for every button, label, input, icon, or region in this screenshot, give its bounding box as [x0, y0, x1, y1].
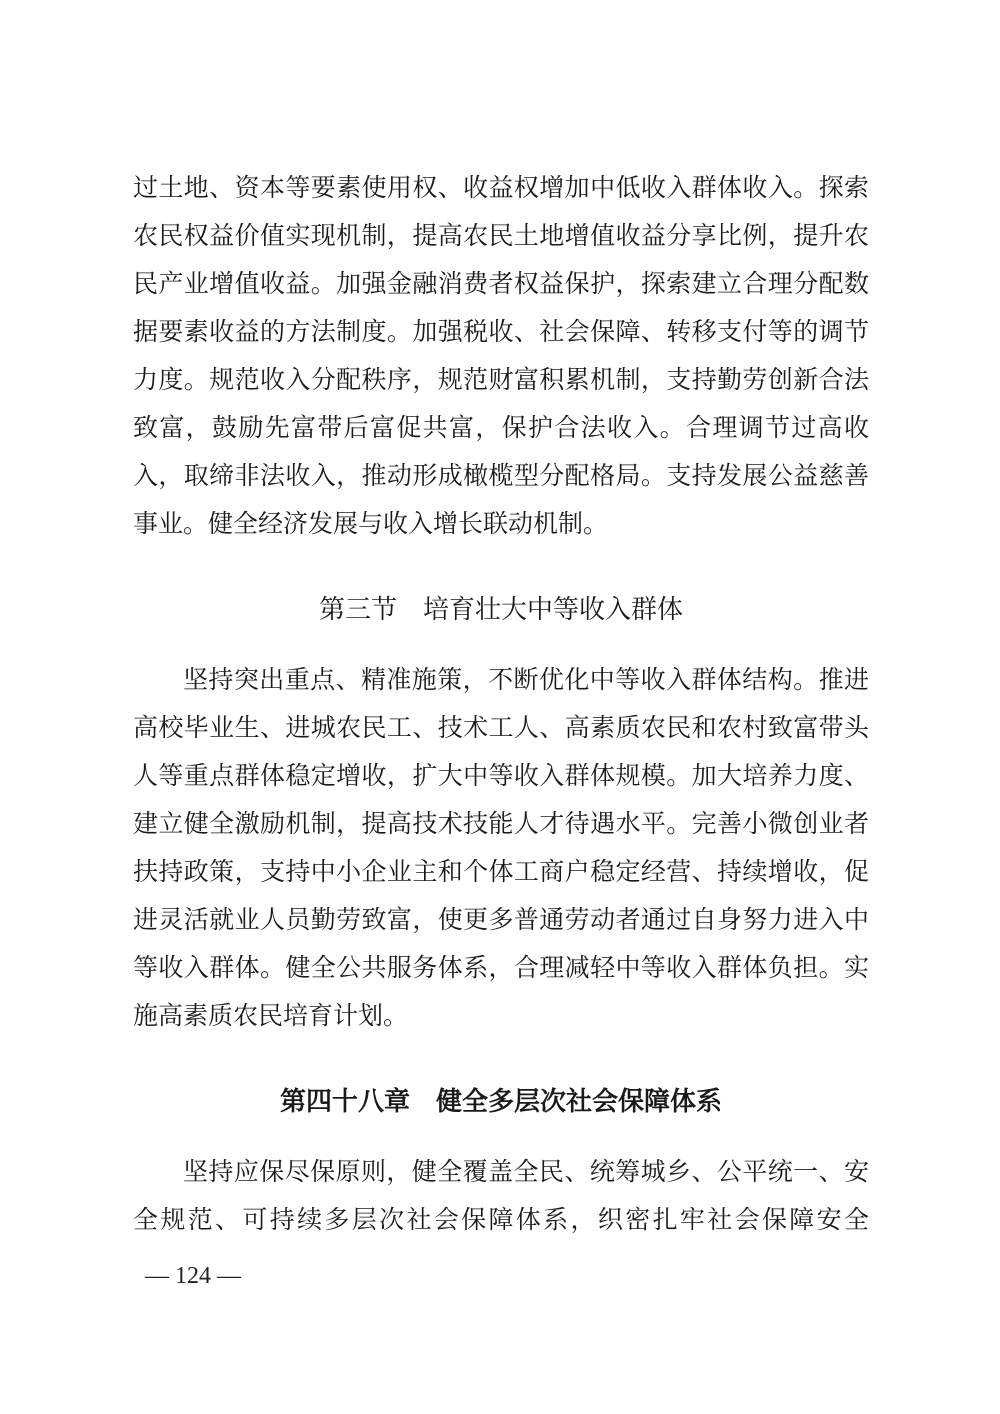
page-number: — 124 —: [145, 1263, 241, 1289]
body-paragraph: 坚持突出重点、精准施策，不断优化中等收入群体结构。推进高校毕业生、进城农民工、技术工人、高素质农民和农村致富带头人等重点群体稳定增收，扩大中等收入群体规模。加大培养力度、建立健全激励机制，提高技术技能人才待遇水平。完善小微创业者扶持政策，支持中小企业主和个体工商户稳定经营、持续增收，促进灵活就业人员勤劳致富，使更多普通劳动者通过自身努力进入中等收入群体。健全公共服务体系，合理减轻中等收入群体负担。实施高素质农民培育计划。: [133, 665, 869, 1030]
section-heading: 第三节 培育壮大中等收入群体: [318, 595, 683, 625]
body-paragraph: 坚持应保尽保原则，健全覆盖全民、统筹城乡、公平统一、安全规范、可持续多层次社会保障体系，织密扎牢社会保障安全: [133, 1157, 869, 1234]
chapter-heading: 第四十八章 健全多层次社会保障体系: [279, 1087, 722, 1117]
body-paragraph: 过土地、资本等要素使用权、收益权增加中低收入群体收入。探索农民权益价值实现机制，提高农民土地增值收益分享比例，提升农民产业增值收益。加强金融消费者权益保护，探索建立合理分配数据要素收益的方法制度。加强税收、社会保障、转移支付等的调节力度。规范收入分配秩序，规范财富积累机制，支持勤劳创新合法致富，鼓励先富带后富促共富，保护合法收入。合理调节过高收入，取缔非法收入，推动形成橄榄型分配格局。支持发展公益慈善事业。健全经济发展与收入增长联动机制。: [133, 173, 869, 538]
